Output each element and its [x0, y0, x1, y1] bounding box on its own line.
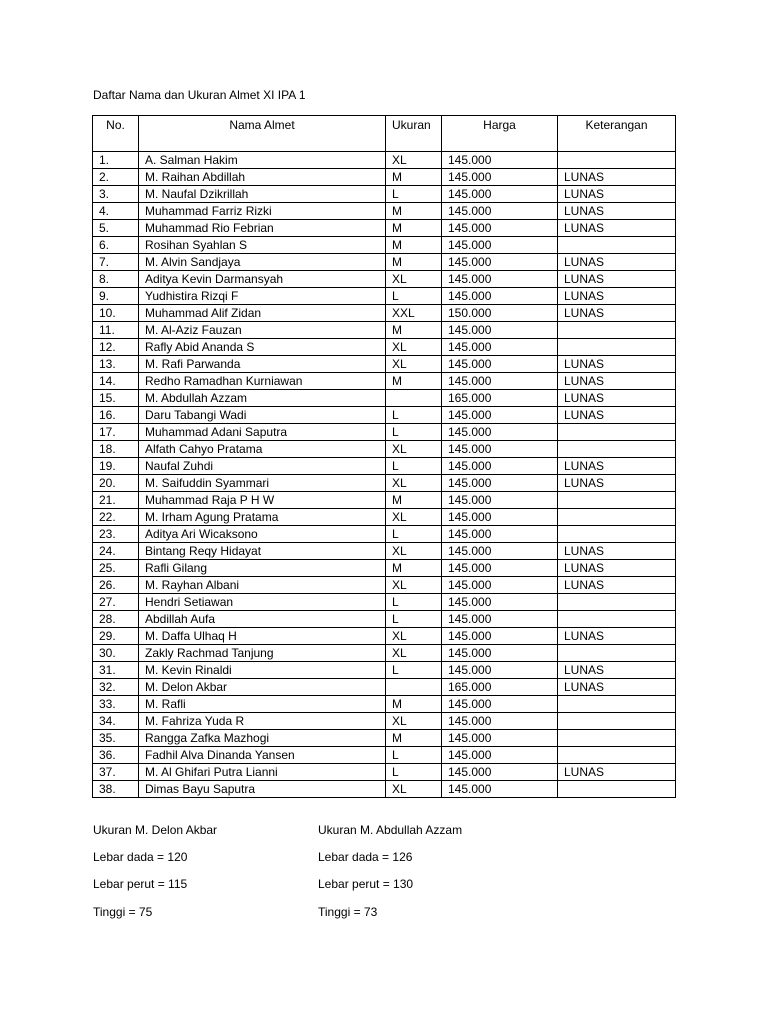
- cell-harga: 145.000: [442, 747, 558, 764]
- cell-ukuran: XL: [386, 645, 442, 662]
- header-harga: Harga: [442, 116, 558, 152]
- table-header-row: [93, 116, 676, 152]
- cell-harga: 145.000: [442, 356, 558, 373]
- table-row: [93, 594, 676, 611]
- table-row: [93, 492, 676, 509]
- cell-keterangan: LUNAS: [558, 458, 676, 475]
- cell-no: 19.: [93, 458, 139, 475]
- table-row: [93, 288, 676, 305]
- cell-no: 9.: [93, 288, 139, 305]
- cell-keterangan: LUNAS: [558, 662, 676, 679]
- cell-no: 13.: [93, 356, 139, 373]
- cell-harga: 145.000: [442, 611, 558, 628]
- cell-ukuran: XL: [386, 781, 442, 798]
- cell-nama: A. Salman Hakim: [139, 152, 386, 169]
- cell-keterangan: LUNAS: [558, 271, 676, 288]
- table-row: [93, 475, 676, 492]
- cell-keterangan: [558, 645, 676, 662]
- cell-harga: 145.000: [442, 203, 558, 220]
- cell-ukuran: L: [386, 424, 442, 441]
- cell-keterangan: [558, 696, 676, 713]
- cell-ukuran: M: [386, 730, 442, 747]
- cell-harga: 145.000: [442, 526, 558, 543]
- cell-nama: Naufal Zuhdi: [139, 458, 386, 475]
- cell-harga: 145.000: [442, 288, 558, 305]
- cell-no: 23.: [93, 526, 139, 543]
- almet-table: [92, 115, 676, 798]
- cell-nama: M. Al Ghifari Putra Lianni: [139, 764, 386, 781]
- cell-ukuran: XL: [386, 475, 442, 492]
- table-row: [93, 254, 676, 271]
- cell-keterangan: [558, 713, 676, 730]
- cell-harga: 145.000: [442, 645, 558, 662]
- cell-no: 24.: [93, 543, 139, 560]
- cell-nama: Rosihan Syahlan S: [139, 237, 386, 254]
- cell-ukuran: M: [386, 169, 442, 186]
- cell-harga: 165.000: [442, 679, 558, 696]
- cell-ukuran: L: [386, 611, 442, 628]
- cell-keterangan: LUNAS: [558, 560, 676, 577]
- cell-ukuran: XL: [386, 339, 442, 356]
- cell-ukuran: M: [386, 237, 442, 254]
- cell-keterangan: [558, 594, 676, 611]
- cell-keterangan: LUNAS: [558, 373, 676, 390]
- cell-harga: 145.000: [442, 424, 558, 441]
- cell-ukuran: M: [386, 492, 442, 509]
- table-row: [93, 237, 676, 254]
- cell-nama: M. Naufal Dzikrillah: [139, 186, 386, 203]
- cell-nama: Hendri Setiawan: [139, 594, 386, 611]
- cell-no: 27.: [93, 594, 139, 611]
- cell-no: 2.: [93, 169, 139, 186]
- table-row: [93, 526, 676, 543]
- table-row: [93, 305, 676, 322]
- cell-nama: M. Delon Akbar: [139, 679, 386, 696]
- cell-harga: 145.000: [442, 441, 558, 458]
- cell-ukuran: L: [386, 186, 442, 203]
- cell-keterangan: LUNAS: [558, 679, 676, 696]
- measure-delon-dada: Lebar dada = 120: [93, 850, 188, 864]
- measure-delon-tinggi: Tinggi = 75: [93, 905, 153, 919]
- cell-harga: 145.000: [442, 237, 558, 254]
- cell-no: 25.: [93, 560, 139, 577]
- cell-no: 8.: [93, 271, 139, 288]
- cell-keterangan: LUNAS: [558, 305, 676, 322]
- cell-keterangan: LUNAS: [558, 169, 676, 186]
- cell-keterangan: LUNAS: [558, 220, 676, 237]
- cell-harga: 145.000: [442, 696, 558, 713]
- cell-harga: 145.000: [442, 577, 558, 594]
- cell-no: 20.: [93, 475, 139, 492]
- table-row: [93, 781, 676, 798]
- cell-harga: 145.000: [442, 730, 558, 747]
- cell-nama: Muhammad Adani Saputra: [139, 424, 386, 441]
- cell-nama: M. Rafli: [139, 696, 386, 713]
- table-row: [93, 339, 676, 356]
- cell-no: 32.: [93, 679, 139, 696]
- cell-ukuran: M: [386, 203, 442, 220]
- cell-ukuran: XL: [386, 356, 442, 373]
- table-row: [93, 628, 676, 645]
- cell-keterangan: [558, 747, 676, 764]
- table-row: [93, 169, 676, 186]
- cell-harga: 145.000: [442, 713, 558, 730]
- cell-ukuran: XL: [386, 509, 442, 526]
- cell-nama: M. Rafi Parwanda: [139, 356, 386, 373]
- cell-keterangan: LUNAS: [558, 543, 676, 560]
- cell-nama: M. Raihan Abdillah: [139, 169, 386, 186]
- table-row: [93, 577, 676, 594]
- table-row: [93, 543, 676, 560]
- cell-keterangan: LUNAS: [558, 288, 676, 305]
- cell-ukuran: M: [386, 696, 442, 713]
- cell-keterangan: LUNAS: [558, 628, 676, 645]
- cell-harga: 145.000: [442, 186, 558, 203]
- cell-no: 15.: [93, 390, 139, 407]
- header-nama-almet: Nama Almet: [139, 116, 386, 152]
- measure-azzam-heading: Ukuran M. Abdullah Azzam: [318, 823, 463, 837]
- cell-harga: 145.000: [442, 475, 558, 492]
- cell-no: 36.: [93, 747, 139, 764]
- cell-keterangan: LUNAS: [558, 356, 676, 373]
- cell-no: 12.: [93, 339, 139, 356]
- cell-keterangan: [558, 424, 676, 441]
- cell-nama: Muhammad Farriz Rizki: [139, 203, 386, 220]
- document-title: Daftar Nama dan Ukuran Almet XI IPA 1: [93, 88, 306, 102]
- table-row: [93, 764, 676, 781]
- table-row: [93, 424, 676, 441]
- cell-harga: 145.000: [442, 781, 558, 798]
- cell-nama: Zakly Rachmad Tanjung: [139, 645, 386, 662]
- table-row: [93, 407, 676, 424]
- cell-ukuran: XL: [386, 543, 442, 560]
- cell-harga: 145.000: [442, 373, 558, 390]
- cell-harga: 145.000: [442, 322, 558, 339]
- header-keterangan: Keterangan: [558, 116, 676, 152]
- cell-ukuran: XL: [386, 713, 442, 730]
- cell-harga: 145.000: [442, 458, 558, 475]
- table-row: [93, 611, 676, 628]
- cell-nama: Yudhistira Rizqi F: [139, 288, 386, 305]
- cell-nama: M. Alvin Sandjaya: [139, 254, 386, 271]
- cell-ukuran: L: [386, 747, 442, 764]
- table-row: [93, 645, 676, 662]
- cell-no: 10.: [93, 305, 139, 322]
- cell-no: 1.: [93, 152, 139, 169]
- cell-no: 33.: [93, 696, 139, 713]
- cell-keterangan: [558, 322, 676, 339]
- cell-harga: 145.000: [442, 594, 558, 611]
- cell-nama: Dimas Bayu Saputra: [139, 781, 386, 798]
- cell-harga: 145.000: [442, 509, 558, 526]
- cell-nama: Aditya Kevin Darmansyah: [139, 271, 386, 288]
- cell-ukuran: L: [386, 407, 442, 424]
- cell-no: 11.: [93, 322, 139, 339]
- cell-nama: Bintang Reqy Hidayat: [139, 543, 386, 560]
- cell-no: 5.: [93, 220, 139, 237]
- table-row: [93, 713, 676, 730]
- cell-harga: 145.000: [442, 560, 558, 577]
- cell-harga: 145.000: [442, 169, 558, 186]
- cell-keterangan: [558, 611, 676, 628]
- cell-no: 22.: [93, 509, 139, 526]
- cell-keterangan: LUNAS: [558, 390, 676, 407]
- cell-no: 17.: [93, 424, 139, 441]
- cell-no: 38.: [93, 781, 139, 798]
- cell-nama: M. Saifuddin Syammari: [139, 475, 386, 492]
- table-row: [93, 322, 676, 339]
- cell-nama: Rafli Gilang: [139, 560, 386, 577]
- cell-no: 35.: [93, 730, 139, 747]
- cell-harga: 145.000: [442, 764, 558, 781]
- table-row: [93, 220, 676, 237]
- cell-nama: Rafly Abid Ananda S: [139, 339, 386, 356]
- table-row: [93, 458, 676, 475]
- cell-ukuran: L: [386, 764, 442, 781]
- cell-no: 34.: [93, 713, 139, 730]
- cell-keterangan: [558, 509, 676, 526]
- cell-keterangan: [558, 730, 676, 747]
- cell-nama: M. Rayhan Albani: [139, 577, 386, 594]
- table-row: [93, 730, 676, 747]
- cell-harga: 145.000: [442, 628, 558, 645]
- cell-no: 16.: [93, 407, 139, 424]
- cell-keterangan: [558, 492, 676, 509]
- cell-no: 30.: [93, 645, 139, 662]
- cell-harga: 145.000: [442, 339, 558, 356]
- measure-delon-perut: Lebar perut = 115: [93, 877, 188, 891]
- cell-harga: 145.000: [442, 407, 558, 424]
- cell-keterangan: [558, 781, 676, 798]
- cell-no: 29.: [93, 628, 139, 645]
- cell-ukuran: M: [386, 560, 442, 577]
- cell-ukuran: XL: [386, 152, 442, 169]
- cell-harga: 145.000: [442, 492, 558, 509]
- cell-nama: Muhammad Rio Febrian: [139, 220, 386, 237]
- cell-harga: 145.000: [442, 543, 558, 560]
- cell-nama: M. Abdullah Azzam: [139, 390, 386, 407]
- cell-nama: Abdillah Aufa: [139, 611, 386, 628]
- cell-no: 4.: [93, 203, 139, 220]
- cell-keterangan: LUNAS: [558, 254, 676, 271]
- cell-no: 18.: [93, 441, 139, 458]
- cell-keterangan: [558, 237, 676, 254]
- measure-azzam-tinggi: Tinggi = 73: [318, 905, 378, 919]
- table-row: [93, 679, 676, 696]
- cell-nama: M. Al-Aziz Fauzan: [139, 322, 386, 339]
- cell-keterangan: LUNAS: [558, 577, 676, 594]
- table-row: [93, 696, 676, 713]
- cell-ukuran: L: [386, 594, 442, 611]
- cell-ukuran: XL: [386, 271, 442, 288]
- table-row: [93, 747, 676, 764]
- cell-ukuran: XL: [386, 441, 442, 458]
- cell-no: 21.: [93, 492, 139, 509]
- cell-keterangan: [558, 441, 676, 458]
- cell-no: 14.: [93, 373, 139, 390]
- table-row: [93, 356, 676, 373]
- cell-harga: 145.000: [442, 662, 558, 679]
- cell-nama: Muhammad Raja P H W: [139, 492, 386, 509]
- table-row: [93, 186, 676, 203]
- cell-nama: Rangga Zafka Mazhogi: [139, 730, 386, 747]
- cell-ukuran: M: [386, 322, 442, 339]
- cell-nama: Fadhil Alva Dinanda Yansen: [139, 747, 386, 764]
- table-row: [93, 390, 676, 407]
- table-row: [93, 373, 676, 390]
- cell-harga: 145.000: [442, 271, 558, 288]
- table-row: [93, 203, 676, 220]
- cell-ukuran: M: [386, 220, 442, 237]
- cell-nama: M. Fahriza Yuda R: [139, 713, 386, 730]
- cell-harga: 145.000: [442, 152, 558, 169]
- cell-ukuran: L: [386, 458, 442, 475]
- cell-ukuran: [386, 390, 442, 407]
- cell-no: 26.: [93, 577, 139, 594]
- cell-no: 28.: [93, 611, 139, 628]
- cell-ukuran: M: [386, 254, 442, 271]
- table-row: [93, 152, 676, 169]
- cell-ukuran: [386, 679, 442, 696]
- measure-delon-heading: Ukuran M. Delon Akbar: [93, 823, 218, 837]
- cell-ukuran: XL: [386, 628, 442, 645]
- measure-azzam-perut: Lebar perut = 130: [318, 877, 414, 891]
- cell-nama: M. Daffa Ulhaq H: [139, 628, 386, 645]
- cell-ukuran: M: [386, 373, 442, 390]
- cell-nama: M. Irham Agung Pratama: [139, 509, 386, 526]
- header-ukuran: Ukuran: [386, 116, 442, 152]
- cell-ukuran: XXL: [386, 305, 442, 322]
- cell-harga: 165.000: [442, 390, 558, 407]
- cell-harga: 145.000: [442, 220, 558, 237]
- cell-keterangan: LUNAS: [558, 203, 676, 220]
- cell-nama: Daru Tabangi Wadi: [139, 407, 386, 424]
- cell-harga: 145.000: [442, 254, 558, 271]
- cell-nama: Redho Ramadhan Kurniawan: [139, 373, 386, 390]
- cell-no: 31.: [93, 662, 139, 679]
- cell-ukuran: L: [386, 288, 442, 305]
- table-row: [93, 560, 676, 577]
- cell-keterangan: LUNAS: [558, 407, 676, 424]
- header-no: No.: [93, 116, 139, 152]
- cell-keterangan: [558, 152, 676, 169]
- cell-no: 37.: [93, 764, 139, 781]
- cell-keterangan: LUNAS: [558, 475, 676, 492]
- cell-ukuran: XL: [386, 577, 442, 594]
- cell-keterangan: LUNAS: [558, 186, 676, 203]
- cell-keterangan: [558, 526, 676, 543]
- cell-harga: 150.000: [442, 305, 558, 322]
- cell-no: 7.: [93, 254, 139, 271]
- cell-nama: Muhammad Alif Zidan: [139, 305, 386, 322]
- cell-nama: Aditya Ari Wicaksono: [139, 526, 386, 543]
- cell-no: 6.: [93, 237, 139, 254]
- table-row: [93, 441, 676, 458]
- table-row: [93, 509, 676, 526]
- cell-no: 3.: [93, 186, 139, 203]
- cell-ukuran: L: [386, 662, 442, 679]
- cell-keterangan: LUNAS: [558, 764, 676, 781]
- cell-ukuran: L: [386, 526, 442, 543]
- measure-azzam-dada: Lebar dada = 126: [318, 850, 413, 864]
- table-row: [93, 271, 676, 288]
- cell-nama: M. Kevin Rinaldi: [139, 662, 386, 679]
- table-row: [93, 662, 676, 679]
- cell-nama: Alfath Cahyo Pratama: [139, 441, 386, 458]
- table-body: [93, 152, 676, 798]
- cell-keterangan: [558, 339, 676, 356]
